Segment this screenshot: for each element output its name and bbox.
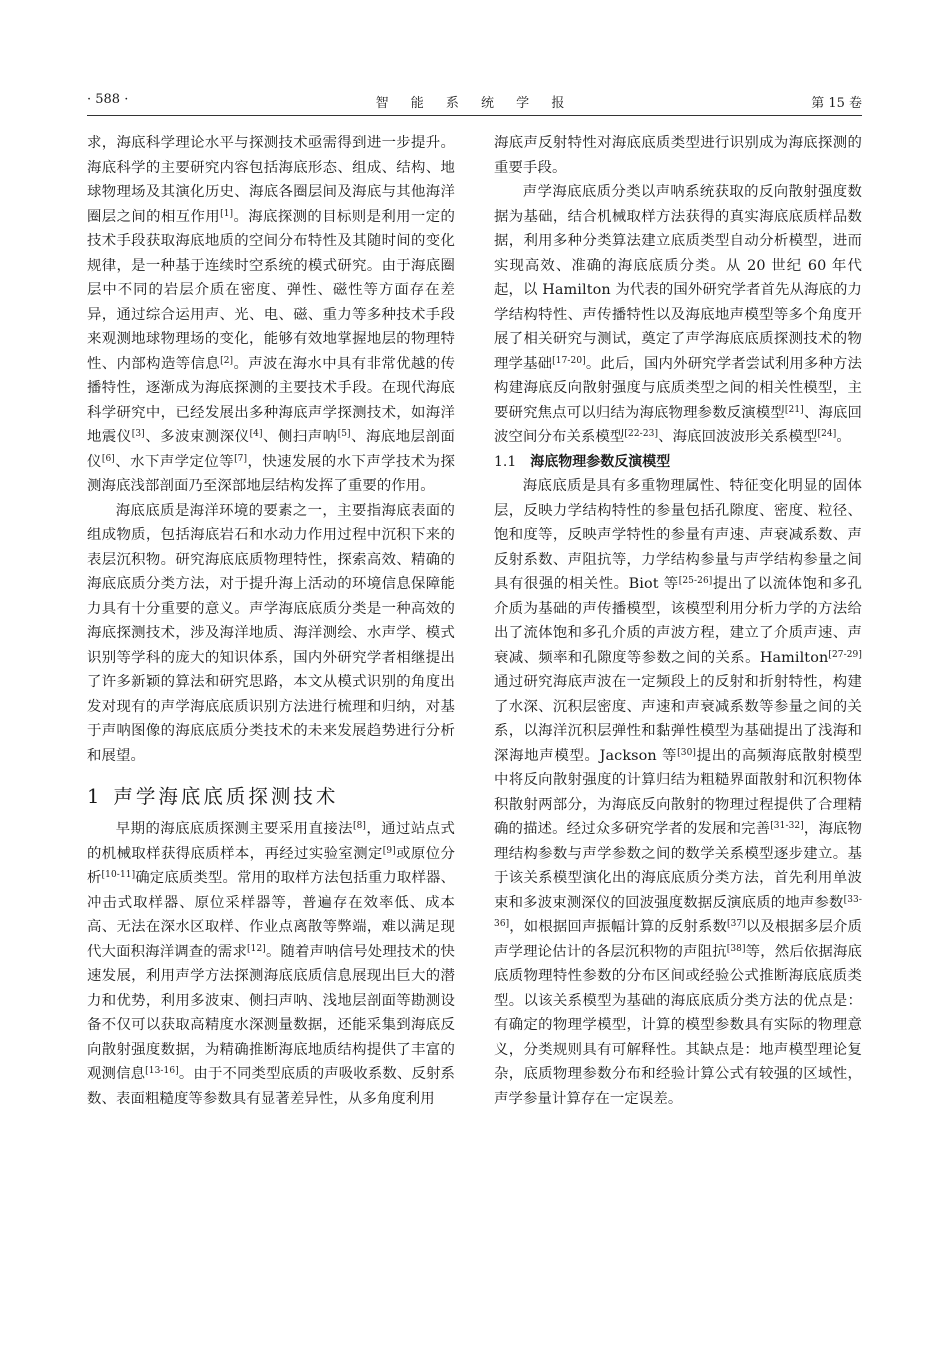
- citation: [1]: [220, 208, 234, 219]
- paragraph: 海底声反射特性对海底底质类型进行识别成为海底探测的重要手段。: [494, 135, 862, 176]
- subsection-heading: [494, 450, 862, 475]
- citation: [12]: [247, 943, 266, 954]
- citation: [27-29]: [828, 649, 862, 660]
- citation: [6]: [101, 453, 115, 464]
- citation: [4]: [249, 429, 263, 439]
- citation: [9]: [382, 845, 396, 856]
- subsection-title: 海底物理参数反演模型: [530, 453, 671, 470]
- citation: [31-32]: [770, 821, 804, 831]
- volume-label: 第 15 卷: [811, 96, 862, 111]
- citation: [21]: [784, 404, 804, 415]
- citation: [3]: [131, 429, 145, 439]
- citation: [5]: [337, 429, 351, 439]
- journal-name: 智 能 系 统 学 报: [375, 96, 574, 111]
- citation: [24]: [817, 429, 837, 439]
- citation: [13-16]: [145, 1066, 179, 1076]
- page-number: · 588 ·: [87, 92, 129, 107]
- citation: [2]: [220, 355, 234, 366]
- citation: [10-11]: [101, 870, 136, 880]
- paragraph: 海底底质是具有多重物理属性、特征变化明显的固体层，反映力学结构特性的参量包括孔隙度、密度、粒径、饱和度等，反映声学特性的参量有声速、声衰减系数、声反射系数、声阻抗等，力学结构参量与声学结构参量之间具有很强的相关性。Biot 等[25-26]提出了以流体饱和多孔介质为基础的声传播模型，该模型利用分析力学的方法给出了流体饱和多孔介质的声波方程，建立了介质声速、声衰减、频率和孔隙度等参数之间的关系。Hamilton[27-29]通过研究海底声波在一定频段上的反射和折射特性，构建了水深、沉积层密度、声速和声衰减系数等参量之间的关系，以海洋沉积层弹性和黏弹性模型为基础提出了浅海和深海地声模型。Jackson 等[30]提出的高频海底散射模型中将反向散射强度的计算归结为粗糙界面散射和沉积物体积散射两部分，为海底反向散射的物理过程提供了合理精确的描述。经过众多研究学者的发展和完善[31-32]，海底物理结构参数与声学参数之间的数学关系模型逐步建立。基于该关系模型演化出的海底底质分类方法，首先利用单波束和多波束测深仪的回波强度数据反演底质的地声参数[33-36]，如根据回声振幅计算的反射系数[37]以及根据多层介质声学理论估计的各层沉积物的声阻抗[38]等，然后依据海底底质物理特性参数的分布区间或经验公式推断海底底质类型。以该关系模型为基础的海底底质分类方法的优点是：有确定的物理学模型，计算的模型参数具有实际的物理意义，分类规则具有可解释性。其缺点是：地声模型理论复杂，底质物理参数分布和经验计算公式有较强的区域性，声学参量计算存在一定误差。: [494, 478, 863, 1107]
- citation: [7]: [234, 453, 248, 464]
- section-title: 声学海底底质探测技术: [113, 785, 339, 808]
- citation: [33-36]: [494, 894, 862, 929]
- subsection-number: 1.1: [494, 453, 517, 470]
- left-column: [87, 131, 455, 1111]
- section-heading: [87, 785, 455, 809]
- paragraph: 声学海底底质分类以声呐系统获取的反向散射强度数据为基础，结合机械取样方法获得的真实海底底质样品数据，利用多种分类算法建立底质类型自动分析模型，进而实现高效、准确的海底底质分类。从 20 世纪 60 年代起，以 Hamilton 为代表的国外研究学者首先从海底的力学结构特性、声传播特性以及海底地声模型等多个角度开展了相关研究与测试，奠定了声学海底底质探测技术的物理学基础[17-20]。此后，国内外研究学者尝试利用多种方法构建海底反向散射强度与底质类型之间的相关性模型，主要研究焦点可以归结为海底物理参数反演模型[21]、海底回波空间分布关系模型[22-23]、海底回波波形关系模型[24]。: [494, 184, 863, 445]
- paragraph: 早期的海底底质探测主要采用直接法[8]，通过站点式的机械取样获得底质样本，再经过实验室测定[9]或原位分析[10-11]确定底质类型。常用的取样方法包括重力取样器、冲击式取样器、原位采样器等，普遍存在效率低、成本高、无法在深水区取样、作业点离散等弊端，难以满足现代大面积海洋调查的需求[12]。随着声呐信号处理技术的快速发展，利用声学方法探测海底底质信息展现出巨大的潜力和优势，利用多波束、侧扫声呐、浅地层剖面等勘测设备不仅可以获取高精度水深测量数据，还能采集到海底反向散射强度数据，为精确推断海底地质结构提供了丰富的观测信息[13-16]。由于不同类型底质的声吸收系数、反射系数、表面粗糙度等参数具有显著差异性，从多角度利用: [87, 821, 456, 1107]
- citation: [8]: [352, 821, 367, 831]
- right-column: [494, 131, 862, 1111]
- header-rule: [87, 115, 862, 116]
- section-number: 1: [87, 785, 100, 808]
- citation: [17-20]: [552, 355, 586, 366]
- citation: [37]: [727, 919, 746, 929]
- citation: [38]: [726, 943, 746, 954]
- page-header: [87, 92, 862, 114]
- paragraph: 求，海底科学理论水平与探测技术亟需得到进一步提升。海底科学的主要研究内容包括海底形态、组成、结构、地球物理场及其演化历史、海底各圈层间及海底与其他海洋圈层之间的相互作用[1]。海底探测的目标则是利用一定的技术手段获取海底地质的空间分布特性及其随时间的变化规律，是一种基于连续时空系统的模式研究。由于海底圈层中不同的岩层介质在密度、弹性、磁性等方面存在差异，通过综合运用声、光、电、磁、重力等多种技术手段来观测地球物理场的变化，能够有效地掌握地层的物理特性、内部构造等信息[2]。声波在海水中具有非常优越的传播特性，逐渐成为海底探测的主要技术手段。在现代海底科学研究中，已经发展出多种海底声学探测技术，如海洋地震仪[3]、多波束测深仪[4]、侧扫声呐[5]、海底地层剖面仪[6]、水下声学定位等[7]，快速发展的水下声学技术为探测海底浅部剖面乃至深部地层结构发挥了重要的作用。: [87, 135, 455, 494]
- citation: [30]: [677, 747, 697, 758]
- paragraph: 海底底质是海洋环境的要素之一，主要指海底表面的组成物质，包括海底岩石和水动力作用过程中沉积下来的表层沉积物。研究海底底质物理特性，探索高效、精确的海底底质分类方法，对于提升海上活动的环境信息保障能力具有十分重要的意义。声学海底底质分类是一种高效的海底探测技术，涉及海洋地质、海洋测绘、水声学、模式识别等学科的庞大的知识体系，国内外研究学者相继提出了许多新颖的算法和研究思路，本文从模式识别的角度出发对现有的声学海底底质识别方法进行梳理和归纳，对基于声呐图像的海底底质分类技术的未来发展趋势进行分析和展望。: [87, 502, 455, 764]
- citation: [25-26]: [678, 576, 713, 586]
- citation: [22-23]: [624, 429, 659, 439]
